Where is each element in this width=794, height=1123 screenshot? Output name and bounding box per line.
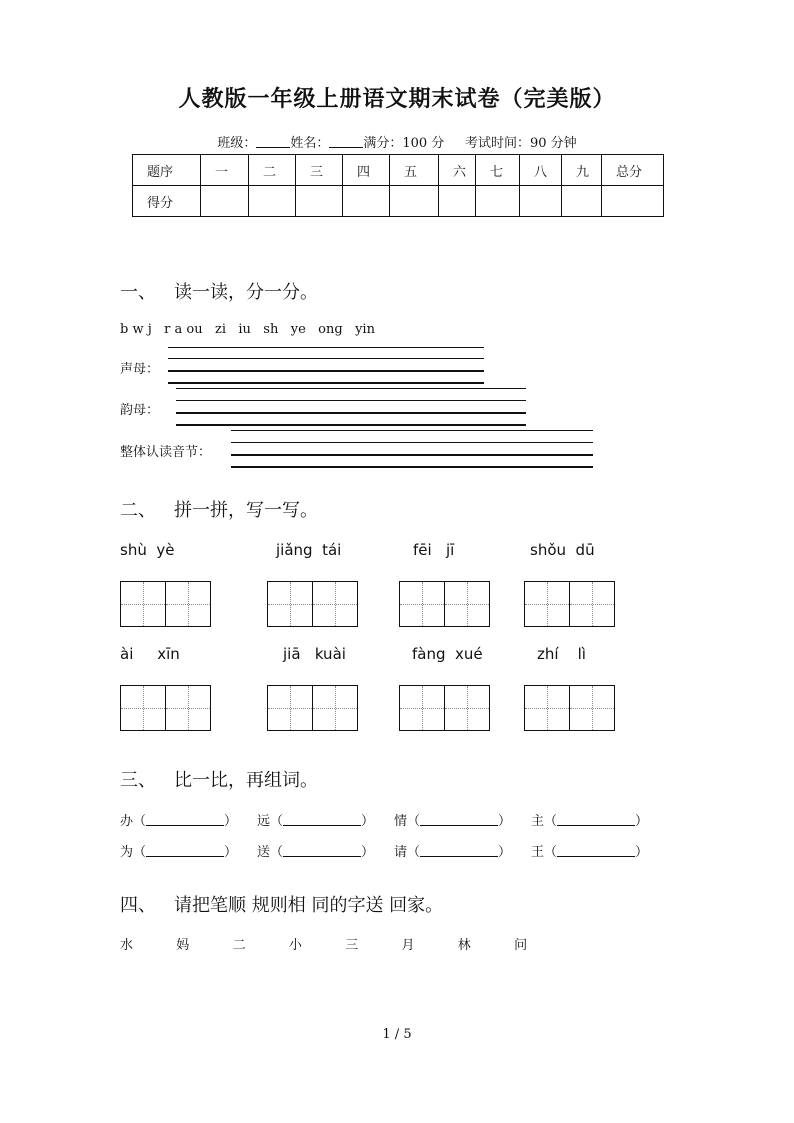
section-1-heading xyxy=(120,278,318,304)
answer-line[interactable] xyxy=(231,454,593,456)
writing-cell[interactable] xyxy=(267,685,313,731)
word-blank[interactable] xyxy=(420,813,498,826)
char-item: 问 xyxy=(514,938,528,953)
answer-line[interactable] xyxy=(168,358,484,359)
pinyin-prompt: fàng xué xyxy=(412,645,483,663)
word-char: 送 xyxy=(257,845,271,860)
writing-cell[interactable] xyxy=(569,581,615,627)
section-number: 一、 xyxy=(120,282,156,303)
answer-line[interactable] xyxy=(168,347,484,348)
class-label: 班级： xyxy=(217,136,257,151)
tianzige-box[interactable] xyxy=(120,685,212,731)
char-item: 三 xyxy=(345,938,359,953)
score-cell[interactable] xyxy=(296,186,343,217)
writing-cell[interactable] xyxy=(120,581,166,627)
header-cell: 二 xyxy=(249,155,296,186)
answer-line[interactable] xyxy=(176,400,526,401)
answer-line[interactable] xyxy=(231,466,593,468)
writing-cell[interactable] xyxy=(399,685,445,731)
pinyin-prompt: shù yè xyxy=(120,541,175,559)
answer-line[interactable] xyxy=(176,388,526,389)
word-char: 王 xyxy=(531,845,545,860)
tianzige-box[interactable] xyxy=(120,581,212,627)
section-3-heading xyxy=(120,766,318,792)
char-item: 林 xyxy=(457,938,471,953)
word-char: 情 xyxy=(394,814,408,829)
answer-line[interactable] xyxy=(176,412,526,414)
section-title: 拼一拼，写一写。 xyxy=(174,500,318,521)
score-cell[interactable] xyxy=(476,186,520,217)
page-title: 人教版一年级上册语文期末试卷（完美版） xyxy=(178,86,616,112)
name-blank[interactable] xyxy=(329,135,363,148)
stroke-order-chars xyxy=(120,934,570,953)
section-title: 请把笔顺 规则相 同的字送 回家。 xyxy=(174,895,444,916)
pinyin-prompt: jiā kuài xyxy=(283,645,346,663)
section-title: 比一比，再组词。 xyxy=(174,770,318,791)
word-blank[interactable] xyxy=(283,844,361,857)
header-cell: 四 xyxy=(343,155,390,186)
header-cell: 一 xyxy=(201,155,249,186)
tianzige-box[interactable] xyxy=(524,685,616,731)
word-char: 远 xyxy=(257,814,271,829)
tianzige-box[interactable] xyxy=(267,685,359,731)
header-cell: 五 xyxy=(390,155,439,186)
section-title: 读一读，分一分。 xyxy=(174,282,318,303)
writing-cell[interactable] xyxy=(524,581,570,627)
writing-cell[interactable] xyxy=(120,685,166,731)
char-item: 月 xyxy=(401,938,415,953)
yunmu-label: 韵母： xyxy=(120,403,160,418)
exam-info xyxy=(0,132,794,151)
score-cell[interactable] xyxy=(439,186,476,217)
word-char: 主 xyxy=(531,814,545,829)
writing-cell[interactable] xyxy=(312,685,358,731)
section-number: 三、 xyxy=(120,770,156,791)
full-score: 满分：100 分 xyxy=(363,136,445,151)
score-table-row xyxy=(133,186,664,217)
header-cell: 六 xyxy=(439,155,476,186)
writing-cell[interactable] xyxy=(165,581,211,627)
pinyin-prompt: ài xīn xyxy=(120,645,180,663)
header-cell: 七 xyxy=(476,155,520,186)
writing-cell[interactable] xyxy=(165,685,211,731)
writing-cell[interactable] xyxy=(524,685,570,731)
score-cell[interactable] xyxy=(201,186,249,217)
pinyin-prompt: zhí lì xyxy=(537,645,586,663)
pinyin-prompt: fēi jī xyxy=(413,541,455,559)
header-cell: 八 xyxy=(520,155,562,186)
header-cell: 总分 xyxy=(602,155,664,186)
char-item: 水 xyxy=(120,938,134,953)
word-item: 送（ ） xyxy=(257,845,375,860)
word-row xyxy=(120,841,668,860)
tianzige-box[interactable] xyxy=(267,581,359,627)
page-number: 1 / 5 xyxy=(382,1027,412,1042)
word-item: 请（ ） xyxy=(394,845,512,860)
writing-cell[interactable] xyxy=(267,581,313,627)
word-blank[interactable] xyxy=(420,844,498,857)
zhengti-label: 整体认读音节： xyxy=(120,445,212,460)
word-char: 为 xyxy=(120,845,134,860)
name-label: 姓名： xyxy=(290,136,330,151)
section-number: 四、 xyxy=(120,895,156,916)
word-blank[interactable] xyxy=(557,813,635,826)
word-item: 办（ ） xyxy=(120,814,238,829)
section-2-heading xyxy=(120,496,318,522)
score-table xyxy=(132,154,664,217)
header-cell: 题序 xyxy=(133,155,201,186)
writing-cell[interactable] xyxy=(399,581,445,627)
shengmu-label: 声母： xyxy=(120,362,160,377)
word-item: 主（ ） xyxy=(531,814,649,829)
answer-line[interactable] xyxy=(231,430,593,431)
word-blank[interactable] xyxy=(283,813,361,826)
pinyin-letters: b w j r a ou zi iu sh ye onɡ yin xyxy=(120,322,375,337)
section-number: 二、 xyxy=(120,500,156,521)
answer-line[interactable] xyxy=(168,382,484,384)
row-label: 得分 xyxy=(133,186,201,217)
answer-line[interactable] xyxy=(168,370,484,372)
header-cell: 三 xyxy=(296,155,343,186)
word-item: 为（ ） xyxy=(120,845,238,860)
word-item: 王（ ） xyxy=(531,845,649,860)
class-blank[interactable] xyxy=(256,135,290,148)
word-char: 请 xyxy=(394,845,408,860)
word-row xyxy=(120,810,668,829)
char-item: 二 xyxy=(232,938,246,953)
score-cell[interactable] xyxy=(249,186,296,217)
writing-cell[interactable] xyxy=(569,685,615,731)
char-item: 妈 xyxy=(176,938,190,953)
section-4-heading xyxy=(120,891,443,917)
score-cell[interactable] xyxy=(520,186,562,217)
score-cell[interactable] xyxy=(390,186,439,217)
writing-cell[interactable] xyxy=(312,581,358,627)
word-blank[interactable] xyxy=(146,844,224,857)
word-blank[interactable] xyxy=(557,844,635,857)
writing-cell[interactable] xyxy=(444,581,490,627)
score-table-header xyxy=(133,155,664,186)
pinyin-prompt: shǒu dū xyxy=(530,541,595,559)
word-item: 情（ ） xyxy=(394,814,512,829)
word-blank[interactable] xyxy=(146,813,224,826)
answer-line[interactable] xyxy=(231,442,593,443)
score-cell[interactable] xyxy=(562,186,602,217)
pinyin-prompt: jiǎng tái xyxy=(276,541,342,559)
tianzige-box[interactable] xyxy=(524,581,616,627)
char-item: 小 xyxy=(288,938,302,953)
writing-cell[interactable] xyxy=(444,685,490,731)
tianzige-box[interactable] xyxy=(399,581,491,627)
word-item: 远（ ） xyxy=(257,814,375,829)
tianzige-box[interactable] xyxy=(399,685,491,731)
score-cell[interactable] xyxy=(602,186,664,217)
word-char: 办 xyxy=(120,814,134,829)
answer-line[interactable] xyxy=(176,424,526,426)
score-cell[interactable] xyxy=(343,186,390,217)
exam-time: 考试时间：90 分钟 xyxy=(464,136,577,151)
header-cell: 九 xyxy=(562,155,602,186)
